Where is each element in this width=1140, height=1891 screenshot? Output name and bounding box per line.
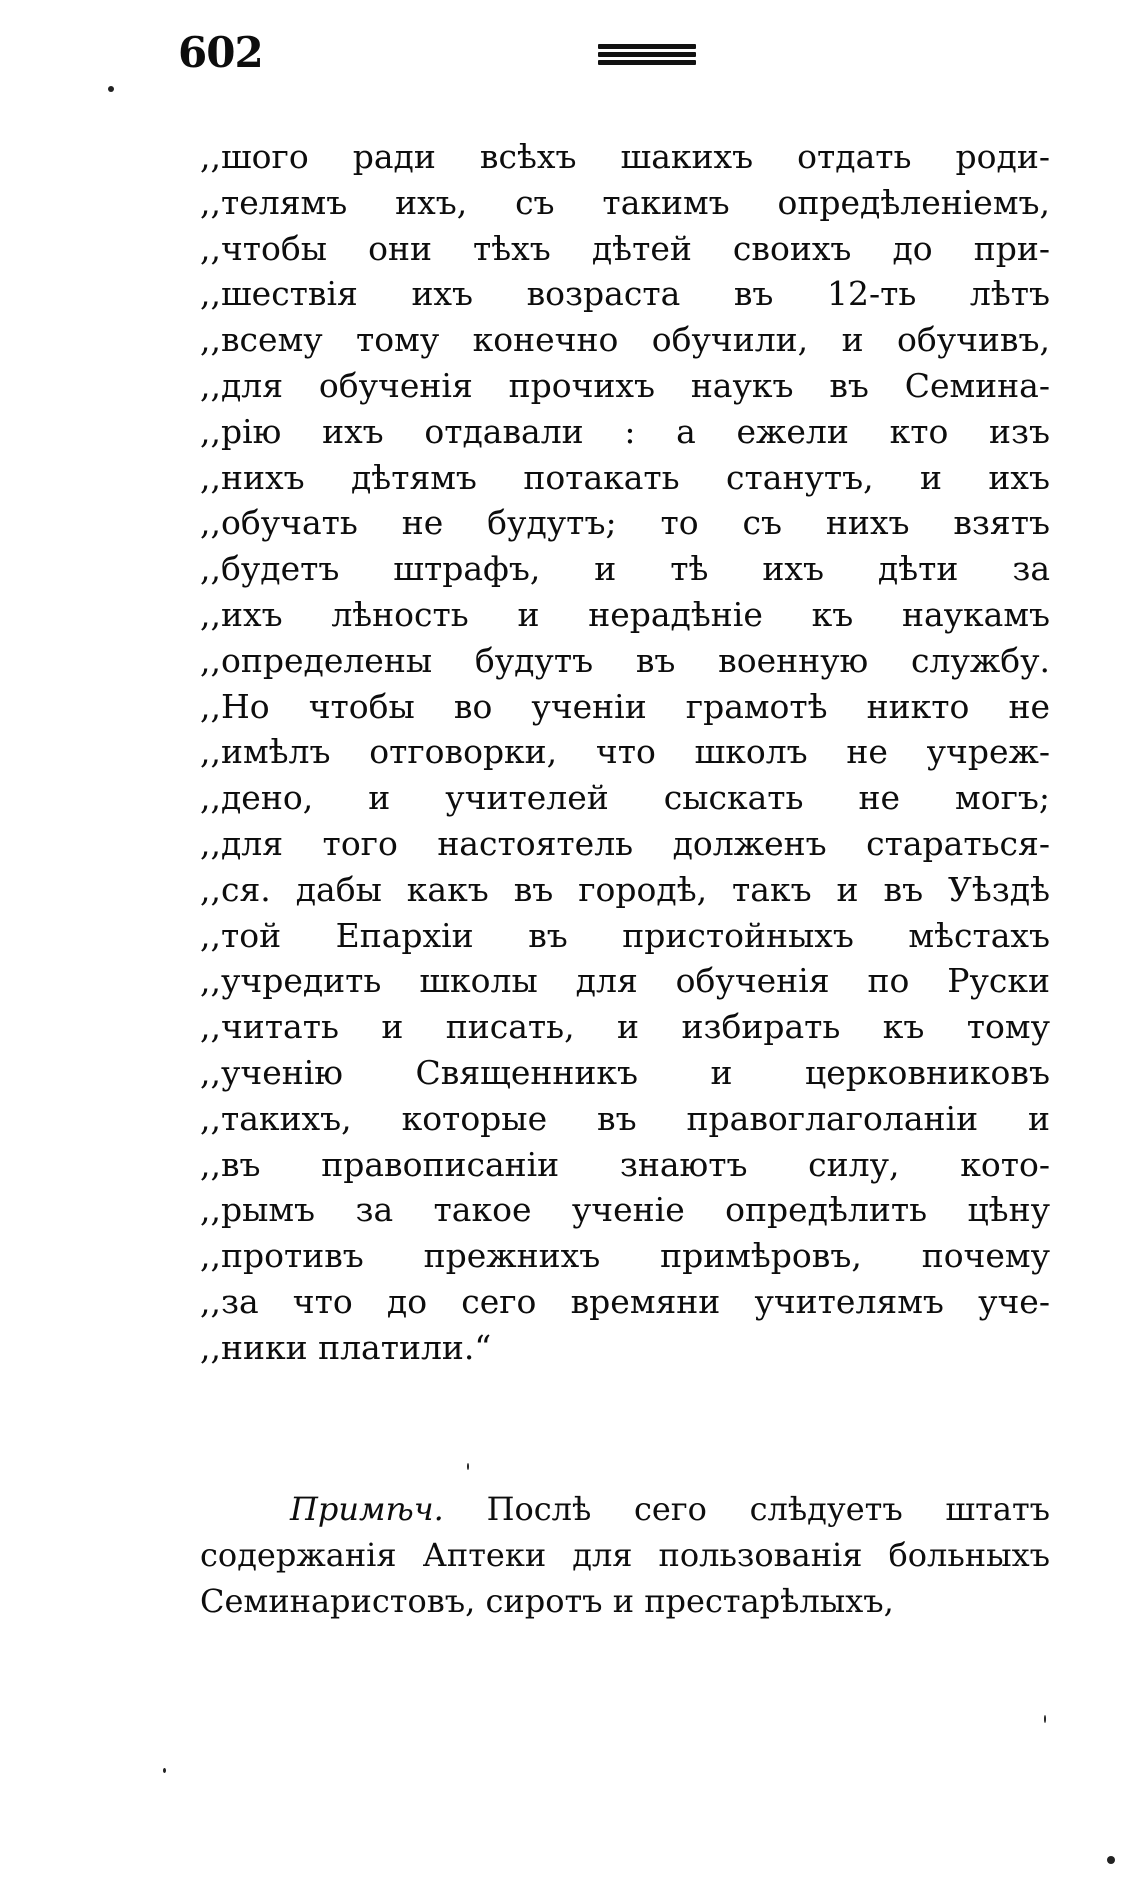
text-line: ,,ники платили.“ (200, 1327, 492, 1367)
print-speck (163, 1768, 166, 1773)
text-line: ,,Но чтобы во ученіи грамотѣ никто не (200, 686, 1050, 726)
footnote (200, 1486, 1050, 1624)
text-line: ,,той Епархіи въ пристойныхъ мѣстахъ (200, 915, 1050, 955)
rule-bar (598, 60, 696, 65)
text-line: ,,ся. дабы какъ въ городѣ, такъ и въ Уѣздѣ (200, 869, 1050, 909)
rule-bar (598, 52, 696, 57)
print-speck (1107, 1856, 1115, 1864)
text-line: ,,такихъ, которые въ правоглаголаніи и (200, 1098, 1050, 1138)
rule-bar (598, 44, 696, 49)
text-line: ,,будетъ штрафъ, и тѣ ихъ дѣти за (200, 549, 1050, 589)
text-line: ,,рію ихъ отдавали : а ежели кто изъ (200, 411, 1050, 451)
note-line (200, 1486, 1050, 1532)
text-line: ,,ихъ лѣность и нерадѣніе къ наукамъ (200, 594, 1050, 634)
print-speck (467, 1463, 469, 1470)
text-line: ,,обучать не будутъ; то съ нихъ взятъ (200, 503, 1050, 543)
text-line: ,,нихъ дѣтямъ потакать станутъ, и ихъ (200, 457, 1050, 497)
text-line: ,,ученію Священникъ и церковниковъ (200, 1052, 1050, 1092)
header-ornament-rule (598, 44, 696, 68)
text-line: ,,за что до сего времяни учителямъ уче- (200, 1281, 1050, 1321)
text-line: ,,читать и писать, и избирать къ тому (200, 1007, 1050, 1047)
quoted-body-text (200, 134, 1050, 1371)
text-line: ,,для обученія прочихъ наукъ въ Семина- (200, 365, 1050, 405)
note-text: Послѣ сего слѣдуетъ штатъ (486, 1490, 1050, 1528)
text-line: ,,для того настоятель долженъ стараться- (200, 823, 1050, 863)
text-line: ,,определены будутъ въ военную службу. (200, 640, 1050, 680)
page-number: 602 (178, 28, 263, 77)
text-line: ,,всему тому конечно обучили, и обучивъ, (200, 320, 1050, 360)
text-line: ,,шого ради всѣхъ шакихъ отдать роди- (200, 137, 1050, 176)
note-line: Семинаристовъ, сиротъ и престарѣлыхъ, (200, 1582, 894, 1620)
text-line: ,,шествія ихъ возраста въ 12-ть лѣтъ (200, 274, 1050, 314)
text-line: ,,дено, и учителей сыскать не могъ; (200, 778, 1050, 818)
text-line: ,,въ правописаніи знаютъ силу, кото- (200, 1144, 1050, 1184)
text-line: ,,телямъ ихъ, съ такимъ опредѣленіемъ, (200, 182, 1050, 222)
text-line: ,,учредить школы для обученія по Руски (200, 961, 1050, 1001)
note-line: содержанія Аптеки для пользованія больныхъ (200, 1536, 1050, 1574)
text-line: ,,имѣлъ отговорки, что школъ не учреж- (200, 732, 1050, 772)
text-line: ,,противъ прежнихъ примѣровъ, почему (200, 1236, 1050, 1276)
print-speck (1044, 1715, 1046, 1723)
print-speck (108, 86, 114, 92)
note-label: Примѣч. (290, 1490, 444, 1528)
text-line: ,,чтобы они тѣхъ дѣтей своихъ до при- (200, 228, 1050, 268)
text-line: ,,рымъ за такое ученіе опредѣлить цѣну (200, 1190, 1050, 1230)
